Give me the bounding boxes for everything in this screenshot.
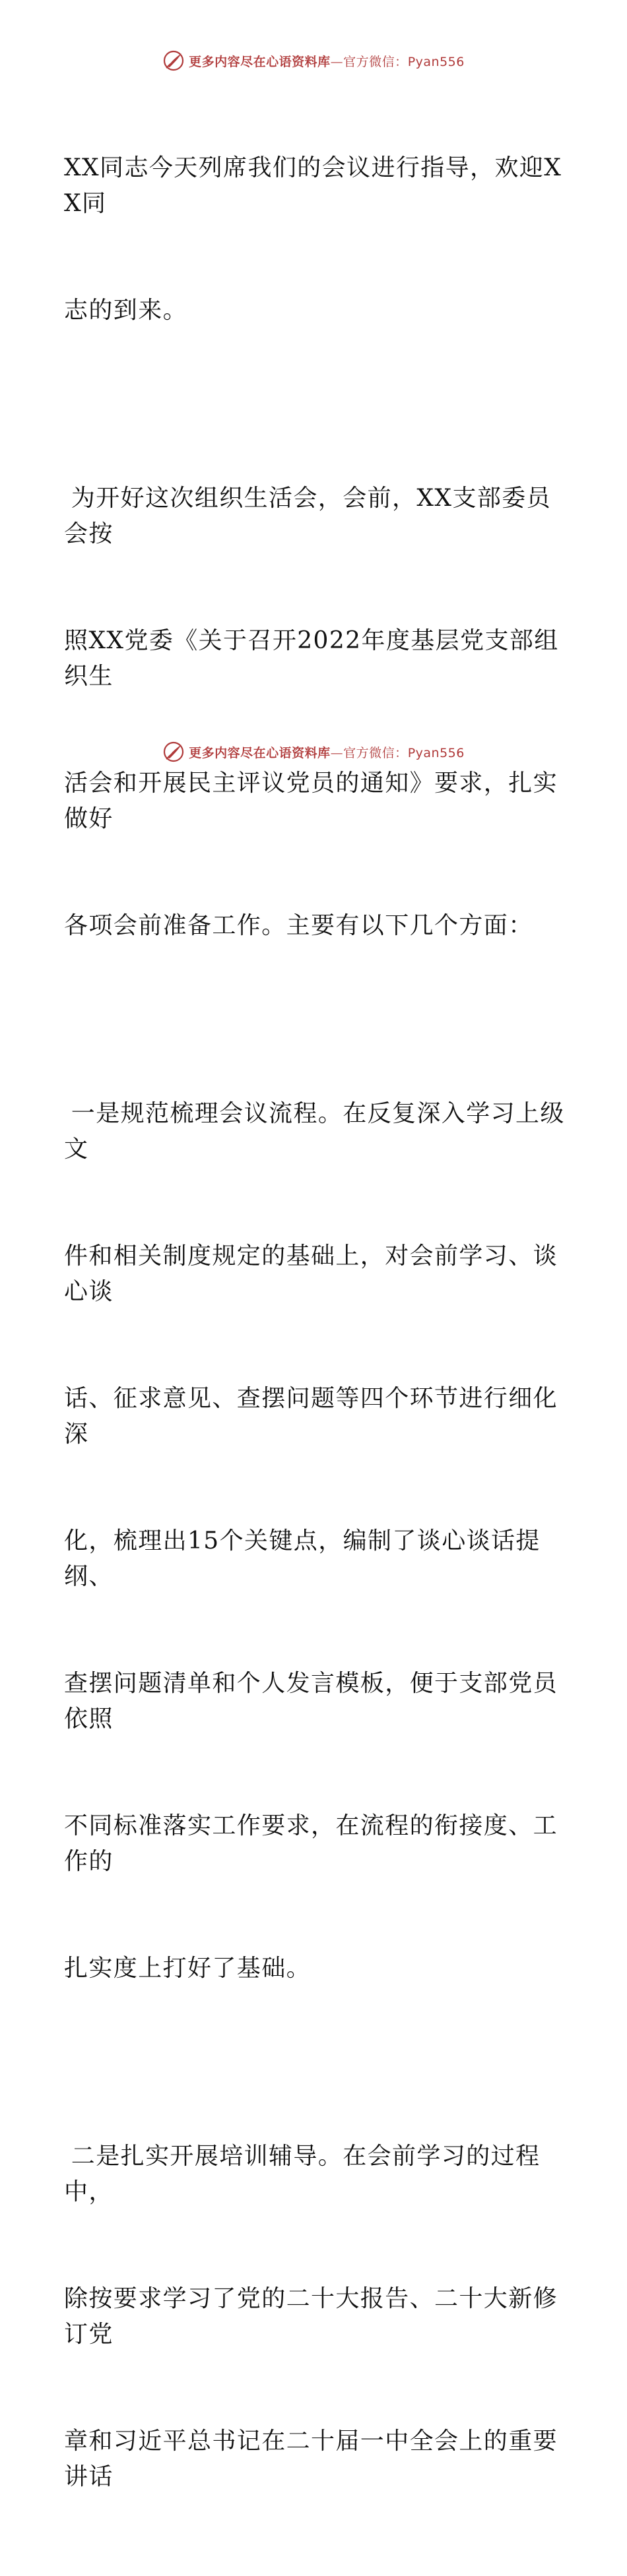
header-watermark-banner bbox=[0, 47, 627, 74]
text-line: 活会和开展民主评议党员的通知》要求，扎实做好 bbox=[64, 770, 558, 832]
text-line: 各项会前准备工作。主要有以下几个方面： bbox=[64, 912, 533, 939]
text-line: XX同志今天列席我们的会议进行指导，欢迎XX同 bbox=[64, 154, 562, 217]
document-body bbox=[64, 79, 566, 2576]
paragraph bbox=[64, 2068, 566, 2566]
paragraph bbox=[64, 1025, 566, 2058]
paragraph bbox=[64, 79, 566, 400]
banner-dash: — bbox=[330, 54, 344, 69]
text-line: 一是规范梳理会议流程。在反复深入学习上级文 bbox=[64, 1100, 565, 1163]
feather-seal-icon bbox=[162, 741, 185, 763]
text-line: 志的到来。 bbox=[64, 297, 188, 324]
text-line: 扎实度上打好了基础。 bbox=[64, 1955, 312, 1982]
text-line: 除按要求学习了党的二十大报告、二十大新修订党 bbox=[64, 2285, 558, 2348]
text-line: 话、征求意见、查摆问题等四个环节进行细化深 bbox=[64, 1385, 558, 1448]
feather-seal-icon bbox=[162, 49, 185, 72]
banner-text bbox=[189, 52, 465, 70]
banner-account: Pyan556 bbox=[407, 745, 465, 760]
paragraph bbox=[64, 410, 566, 1015]
text-line: 照XX党委《关于召开2022年度基层党支部组织生 bbox=[64, 627, 559, 690]
text-line: 为开好这次组织生活会，会前，XX支部委员会按 bbox=[64, 485, 552, 547]
text-line: 化，梳理出15个关键点，编制了谈心谈话提纲、 bbox=[64, 1527, 541, 1590]
text-line: 不同标准落实工作要求，在流程的衔接度、工作的 bbox=[64, 1812, 558, 1875]
footer-watermark-banner bbox=[0, 739, 627, 765]
text-line: 二是扎实开展培训辅导。在会前学习的过程中， bbox=[64, 2143, 541, 2205]
text-line: 章和习近平总书记在二十届一中全会上的重要讲话 bbox=[64, 2428, 558, 2490]
banner-title: 更多内容尽在心语资料库 bbox=[189, 54, 331, 69]
banner-dash: — bbox=[330, 745, 344, 760]
text-line: 查摆问题清单和个人发言模板，便于支部党员依照 bbox=[64, 1670, 558, 1733]
banner-label: 官方微信： bbox=[343, 745, 408, 760]
banner-label: 官方微信： bbox=[343, 54, 408, 69]
banner-account: Pyan556 bbox=[407, 54, 465, 69]
text-line: 件和相关制度规定的基础上，对会前学习、谈心谈 bbox=[64, 1242, 558, 1305]
banner-title: 更多内容尽在心语资料库 bbox=[189, 745, 331, 760]
banner-text bbox=[189, 743, 465, 761]
